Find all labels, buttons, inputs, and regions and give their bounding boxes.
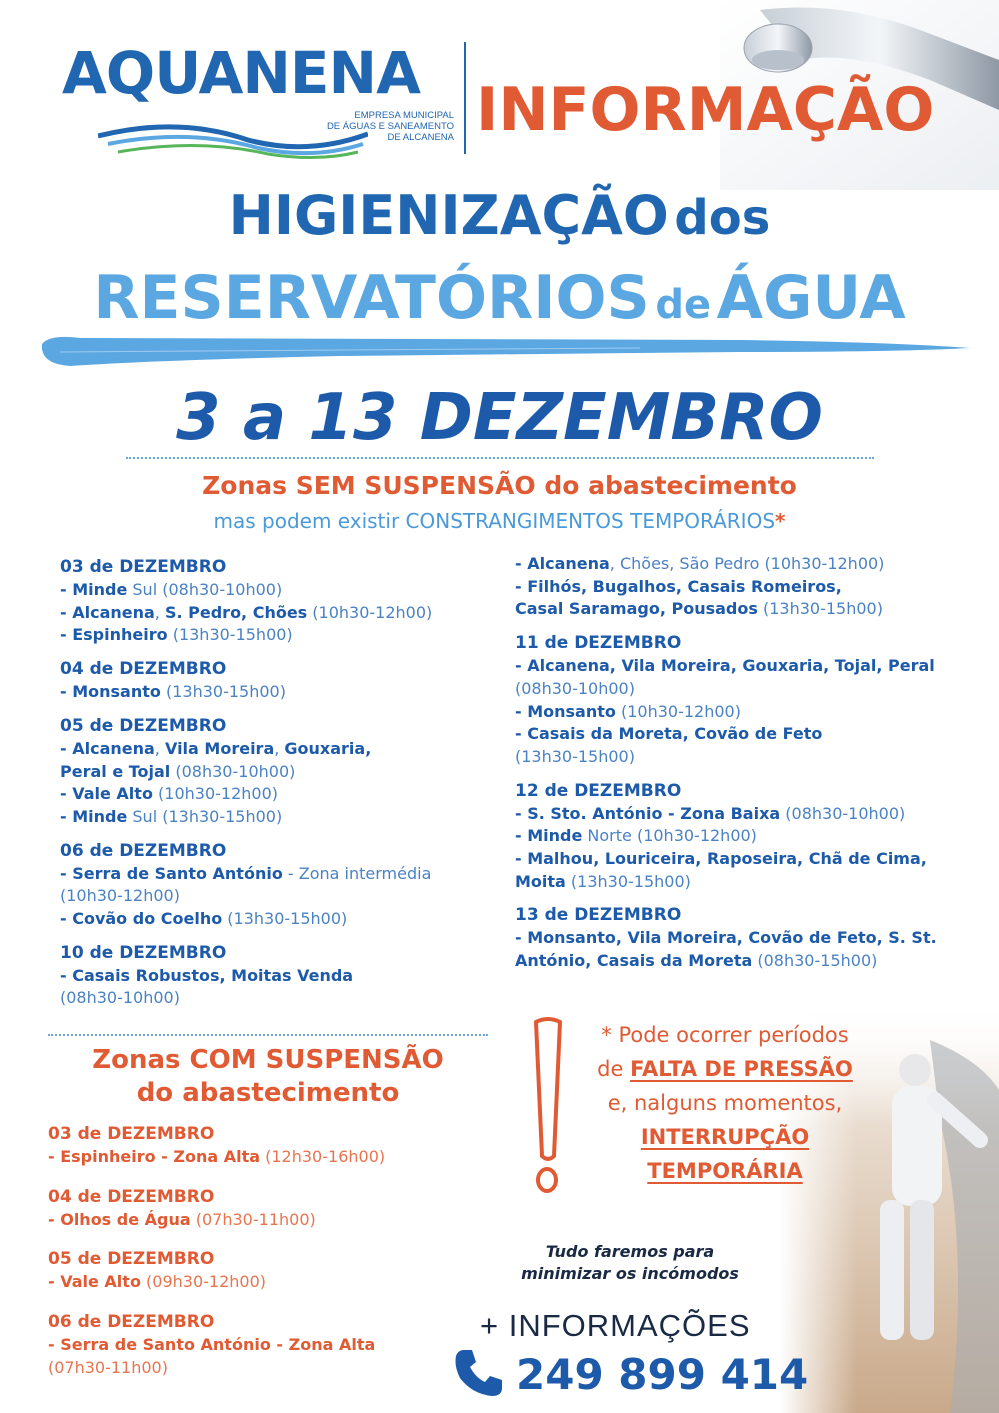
schedule-date: 10 de DEZEMBRO xyxy=(60,942,227,963)
schedule-date: 05 de DEZEMBRO xyxy=(60,715,227,736)
schedule-day xyxy=(515,553,955,621)
logo-sub-line: EMPRESA MUNICIPAL xyxy=(354,110,454,121)
warning-emphasis: INTERRUPÇÃO xyxy=(640,1125,810,1149)
warning-text: de xyxy=(597,1057,631,1081)
schedule-entry xyxy=(60,965,490,988)
place-name: - Minde xyxy=(515,826,583,846)
time-range: (10h30-12h00) xyxy=(60,886,180,906)
title-word-reservatorios: RESERVATÓRIOS xyxy=(93,263,650,333)
asterisk: * xyxy=(775,509,786,533)
area-note: Sul xyxy=(127,806,158,826)
dotted-divider xyxy=(48,1034,488,1036)
schedule-date: 03 de DEZEMBRO xyxy=(48,1124,215,1144)
place-name: - Serra de Santo António - Zona Alta xyxy=(48,1335,376,1355)
brush-stroke-divider xyxy=(40,330,975,370)
time-range: (07h30-11h00) xyxy=(48,1357,168,1377)
place-name: - Minde xyxy=(60,806,128,826)
aquanena-logo xyxy=(62,38,462,158)
schedule-entry xyxy=(515,655,955,678)
time-range: - Zona intermédia xyxy=(282,863,432,883)
title-word-de: de xyxy=(655,282,712,328)
schedule-entry xyxy=(60,681,490,704)
place-name: Peral e Tojal xyxy=(60,761,171,781)
time-range: (13h30-15h00) xyxy=(757,599,883,619)
more-info-label: + INFORMAÇÕES xyxy=(480,1308,751,1343)
schedule-day xyxy=(48,1122,488,1169)
time-range: (08h30-10h00) xyxy=(170,761,296,781)
schedule-entry xyxy=(60,738,490,761)
schedule-entry xyxy=(515,848,955,871)
schedule-day xyxy=(60,657,490,704)
warning-line: e, nalguns momentos, xyxy=(607,1091,843,1115)
warning-emphasis: FALTA DE PRESSÃO xyxy=(630,1057,853,1081)
schedule-date: 12 de DEZEMBRO xyxy=(515,780,682,801)
place-name: - Alcanena xyxy=(515,554,610,573)
time-range: (10h30-12h00) xyxy=(615,701,741,721)
place-name: Vila Moreira xyxy=(164,738,275,758)
time-range: (13h30-15h00) xyxy=(167,625,293,645)
logo-sub-line: DE ÁGUAS E SANEAMENTO xyxy=(326,121,454,132)
place-name: - Olhos de Água xyxy=(48,1209,191,1229)
warning-line: * Pode ocorrer períodos xyxy=(601,1023,849,1047)
warning-emphasis: TEMPORÁRIA xyxy=(647,1159,803,1183)
schedule-date: 13 de DEZEMBRO xyxy=(515,905,682,926)
schedule-left-column xyxy=(60,555,490,1010)
time-range: (08h30-10h00) xyxy=(515,678,635,698)
suspension-schedule xyxy=(48,1122,488,1380)
place-name: - Serra de Santo António xyxy=(60,863,283,883)
schedule-day xyxy=(48,1185,488,1232)
place-name: Gouxaria, xyxy=(284,738,372,758)
schedule-entry xyxy=(60,579,490,602)
schedule-entry xyxy=(60,863,490,886)
time-range: (10h30-12h00) xyxy=(307,602,433,622)
place-name: - Espinheiro - Zona Alta xyxy=(48,1147,261,1166)
schedule-entry xyxy=(48,1357,488,1380)
schedule-date: 06 de DEZEMBRO xyxy=(60,840,227,861)
pressure-warning xyxy=(560,1018,890,1188)
title-word-dos: dos xyxy=(674,190,771,246)
schedule-entry xyxy=(60,783,490,806)
logo-divider xyxy=(464,42,466,154)
schedule-entry xyxy=(515,678,955,701)
logo-sub-line: DE ALCANENA xyxy=(387,132,454,143)
schedule-entry xyxy=(60,761,490,784)
schedule-entry xyxy=(60,987,490,1010)
place-name: - Covão do Coelho xyxy=(60,909,223,929)
no-suspension-subtitle xyxy=(0,507,999,535)
place-name: - Espinheiro xyxy=(60,625,168,645)
schedule-day xyxy=(48,1310,488,1379)
schedule-entry xyxy=(515,746,955,769)
time-range: (13h30-15h00) xyxy=(565,871,691,891)
with-suspension-title-line: do abastecimento xyxy=(136,1078,400,1108)
dotted-divider xyxy=(126,457,874,459)
schedule-day xyxy=(48,1247,488,1294)
warning-line xyxy=(560,1052,890,1086)
place-name: - Minde xyxy=(60,580,128,599)
schedule-entry xyxy=(515,803,955,826)
with-suspension-title xyxy=(48,1044,488,1110)
time-range: (13h30-15h00) xyxy=(157,806,283,826)
time-range: (08h30-10h00) xyxy=(60,988,180,1008)
place-name: - Alcanena xyxy=(60,602,155,622)
phone-icon xyxy=(452,1346,504,1398)
schedule-entry xyxy=(48,1209,488,1232)
title-line-1 xyxy=(0,180,999,265)
schedule-day xyxy=(60,555,490,647)
schedule-date: 11 de DEZEMBRO xyxy=(515,633,682,654)
schedule-day xyxy=(515,631,955,769)
schedule-entry xyxy=(48,1146,488,1169)
schedule-right-column xyxy=(515,553,955,973)
area-note: Norte xyxy=(582,826,632,846)
schedule-entry xyxy=(60,624,490,647)
motto-line: Tudo faremos para xyxy=(545,1242,715,1261)
logo-text: AQUANENA xyxy=(62,39,420,107)
schedule-date: 06 de DEZEMBRO xyxy=(48,1312,215,1333)
motto xyxy=(470,1241,790,1285)
place-name: - Casais Robustos, Moitas Venda xyxy=(60,965,354,985)
place-name: - Vale Alto xyxy=(48,1272,141,1292)
schedule-entry xyxy=(515,723,955,746)
place-name: - Casais da Moreta, Covão de Feto xyxy=(515,724,823,744)
place-name: - Monsanto, Vila Moreira, Covão de Feto, S. St. xyxy=(515,928,937,948)
schedule-date: 03 de DEZEMBRO xyxy=(60,557,227,577)
time-range: , Chões, São Pedro (10h30-12h00) xyxy=(609,554,885,573)
with-suspension-title-line: Zonas COM SUSPENSÃO xyxy=(92,1045,444,1075)
time-range: (10h30-12h00) xyxy=(631,826,757,846)
schedule-entry xyxy=(48,1271,488,1294)
time-range: (10h30-12h00) xyxy=(152,784,278,804)
schedule-entry xyxy=(60,908,490,931)
place-name: - Alcanena xyxy=(60,738,155,758)
logo-subtitle xyxy=(327,110,454,143)
area-note: , xyxy=(154,738,165,758)
schedule-date: 04 de DEZEMBRO xyxy=(60,659,227,680)
place-name: - Alcanena, Vila Moreira, Gouxaria, Tojal, Peral xyxy=(515,656,935,676)
info-title: INFORMAÇÃO xyxy=(476,75,935,145)
area-note: , xyxy=(274,738,285,758)
place-name: Casal Saramago, Pousados xyxy=(515,599,758,619)
schedule-entry xyxy=(515,576,955,599)
schedule-entry xyxy=(48,1334,488,1357)
time-range: (13h30-15h00) xyxy=(515,746,635,766)
schedule-day xyxy=(515,903,955,972)
schedule-day xyxy=(60,714,490,829)
time-range: (08h30-10h00) xyxy=(157,580,283,599)
place-name: - Vale Alto xyxy=(60,784,153,804)
schedule-day xyxy=(515,779,955,894)
schedule-entry xyxy=(515,871,955,894)
place-name: António, Casais da Moreta xyxy=(515,951,753,971)
schedule-entry xyxy=(515,950,955,973)
place-name: Moita xyxy=(515,871,566,891)
phone-number[interactable]: 249 899 414 xyxy=(516,1350,809,1399)
title-word-agua: ÁGUA xyxy=(716,263,906,333)
place-name: - S. Sto. António - Zona Baixa xyxy=(515,803,781,823)
schedule-date: 04 de DEZEMBRO xyxy=(48,1186,215,1207)
schedule-entry xyxy=(60,806,490,829)
schedule-entry xyxy=(515,553,955,576)
time-range: (08h30-15h00) xyxy=(752,951,878,971)
no-suspension-subtitle-text: mas podem existir CONSTRANGIMENTOS TEMPORÁRIOS xyxy=(213,509,776,533)
schedule-entry xyxy=(60,602,490,625)
date-range: 3 a 13 DEZEMBRO xyxy=(176,381,823,455)
schedule-entry xyxy=(515,927,955,950)
place-name: - Monsanto xyxy=(60,682,161,702)
area-note: , xyxy=(154,602,165,622)
place-name: - Monsanto xyxy=(515,701,616,721)
place-name: S. Pedro, Chões xyxy=(164,602,308,622)
time-range: (08h30-10h00) xyxy=(780,803,906,823)
schedule-entry xyxy=(515,598,955,621)
schedule-date: 05 de DEZEMBRO xyxy=(48,1249,215,1270)
schedule-day xyxy=(60,941,490,1010)
title-word-higienizacao: HIGIENIZAÇÃO xyxy=(228,184,669,247)
schedule-entry xyxy=(515,825,955,848)
place-name: - Filhós, Bugalhos, Casais Romeiros, xyxy=(515,576,842,596)
schedule-entry xyxy=(60,885,490,908)
place-name: - Malhou, Louriceira, Raposeira, Chã de Cima, xyxy=(515,849,927,869)
area-note: Sul xyxy=(127,580,158,599)
schedule-day xyxy=(60,839,490,931)
time-range: (07h30-11h00) xyxy=(190,1209,316,1229)
time-range: (09h30-12h00) xyxy=(140,1272,266,1292)
schedule-entry xyxy=(515,701,955,724)
time-range: (13h30-15h00) xyxy=(222,909,348,929)
time-range: (12h30-16h00) xyxy=(260,1147,386,1166)
no-suspension-title: Zonas SEM SUSPENSÃO do abastecimento xyxy=(202,471,797,500)
motto-line: minimizar os incómodos xyxy=(521,1264,739,1283)
time-range: (13h30-15h00) xyxy=(160,682,286,702)
